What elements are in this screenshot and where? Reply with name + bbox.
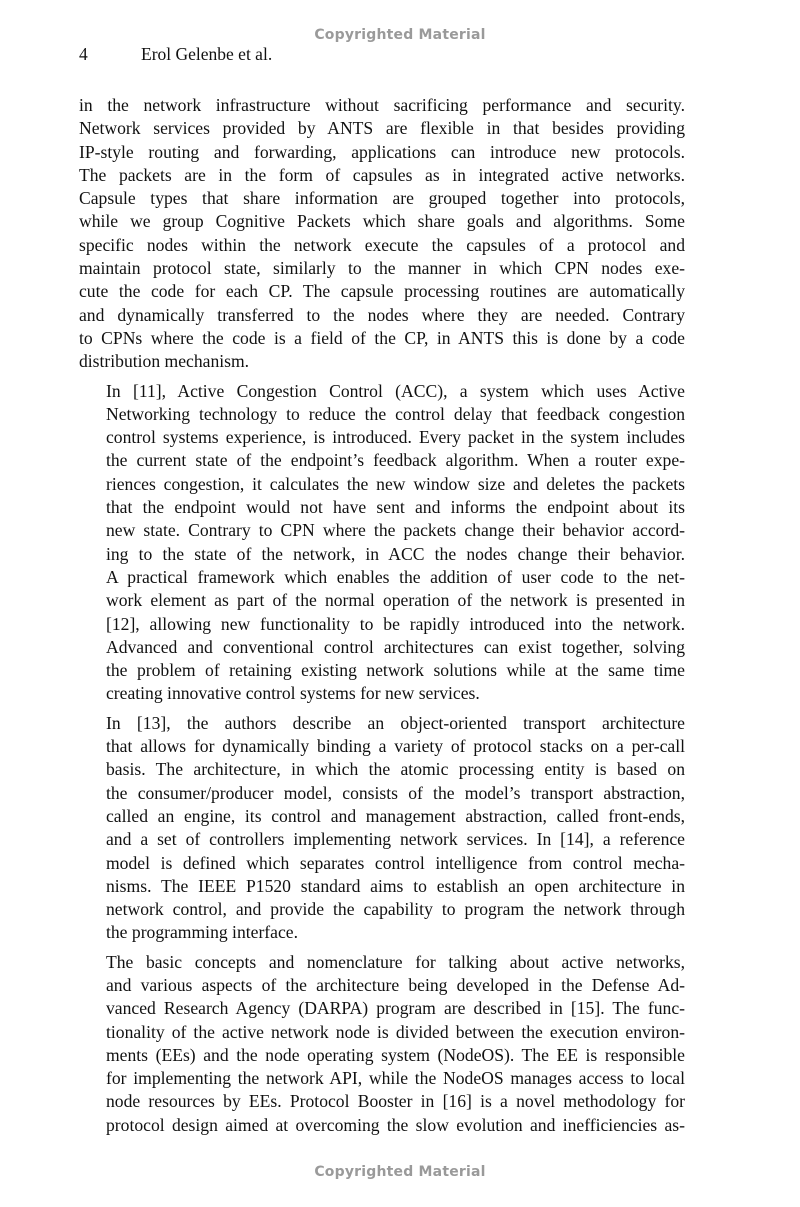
text-line: maintain protocol state, similarly to the manner in which CPN nodes exe-: [79, 258, 685, 279]
text-line: new state. Contrary to CPN where the packets change their behavior accord-: [106, 520, 685, 541]
page-number: 4: [79, 44, 88, 64]
text-line: to CPNs where the code is a field of the CP, in ANTS this is done by a code: [79, 327, 685, 348]
copyright-watermark-top: Copyrighted Material: [314, 27, 486, 43]
text-line: the consumer/producer model, consists of the model’s transport abstraction,: [106, 782, 685, 803]
text-line: vanced Research Agency (DARPA) program are described in [15]. The func-: [106, 998, 685, 1019]
text-line: the programming interface.: [106, 922, 298, 943]
text-line: for implementing the network API, while the NodeOS manages access to local: [106, 1068, 685, 1089]
text-line: node resources by EEs. Protocol Booster in [16] is a novel methodology for: [106, 1091, 685, 1112]
text-line: In [11], Active Congestion Control (ACC), a system which uses Active: [106, 380, 685, 401]
running-header: [79, 44, 720, 68]
text-line: and dynamically transferred to the nodes where they are needed. Contrary: [79, 304, 685, 325]
text-line: Networking technology to reduce the control delay that feedback congestion: [106, 403, 685, 424]
text-line: ing to the state of the network, in ACC the nodes change their behavior.: [106, 543, 685, 564]
running-header-authors: Erol Gelenbe et al.: [141, 44, 273, 64]
text-line: Advanced and conventional control architectures can exist together, solving: [106, 636, 685, 657]
paragraph: [79, 94, 685, 374]
text-line: and a set of controllers implementing network services. In [14], a reference: [106, 829, 685, 850]
text-line: specific nodes within the network execute the capsules of a protocol and: [79, 234, 685, 255]
text-line: the current state of the endpoint’s feedback algorithm. When a router expe-: [106, 450, 685, 471]
text-line: IP-style routing and forwarding, applications can introduce new protocols.: [79, 141, 685, 162]
paragraph: [79, 380, 685, 706]
text-line: tionality of the active network node is divided between the execution environ-: [106, 1021, 685, 1042]
text-line: control systems experience, is introduced. Every packet in the system includes: [106, 427, 685, 448]
paragraph: [79, 712, 685, 945]
text-line: the problem of retaining existing network solutions while at the same time: [106, 660, 685, 681]
text-line: riences congestion, it calculates the new window size and deletes the packets: [106, 473, 685, 494]
text-line: protocol design aimed at overcoming the slow evolution and inefficiencies as-: [106, 1114, 685, 1135]
text-line: and various aspects of the architecture being developed in the Defense Ad-: [106, 974, 685, 995]
text-line: in the network infrastructure without sacrificing performance and security.: [79, 95, 685, 115]
text-line: work element as part of the normal operation of the network is presented in: [106, 590, 685, 611]
text-line: distribution mechanism.: [79, 351, 250, 372]
body-text: [79, 94, 685, 1137]
text-line: that allows for dynamically binding a variety of protocol stacks on a per-call: [106, 736, 685, 757]
text-line: Capsule types that share information are grouped together into protocols,: [79, 188, 685, 209]
text-line: network control, and provide the capability to program the network through: [106, 899, 685, 920]
text-line: The packets are in the form of capsules as in integrated active networks.: [79, 164, 685, 185]
text-line: cute the code for each CP. The capsule processing routines are automatically: [79, 281, 685, 302]
text-line: nisms. The IEEE P1520 standard aims to establish an open architecture in: [106, 875, 685, 896]
text-line: called an engine, its control and management abstraction, called front-ends,: [106, 805, 685, 826]
text-line: ments (EEs) and the node operating system (NodeOS). The EE is responsible: [106, 1044, 685, 1065]
text-line: In [13], the authors describe an object-oriented transport architecture: [106, 712, 685, 733]
text-line: while we group Cognitive Packets which share goals and algorithms. Some: [79, 211, 685, 232]
paragraph: [79, 951, 685, 1137]
text-line: basis. The architecture, in which the atomic processing entity is based on: [106, 759, 685, 780]
text-line: model is defined which separates control intelligence from control mecha-: [106, 852, 685, 873]
text-line: creating innovative control systems for new services.: [106, 683, 480, 704]
text-line: The basic concepts and nomenclature for talking about active networks,: [106, 951, 685, 972]
text-line: that the endpoint would not have sent and informs the endpoint about its: [106, 497, 685, 518]
text-line: [12], allowing new functionality to be rapidly introduced into the network.: [106, 613, 685, 634]
copyright-watermark-bottom: Copyrighted Material: [314, 1164, 486, 1180]
text-line: A practical framework which enables the addition of user code to the net-: [106, 566, 685, 587]
text-line: Network services provided by ANTS are flexible in that besides providing: [79, 118, 685, 139]
